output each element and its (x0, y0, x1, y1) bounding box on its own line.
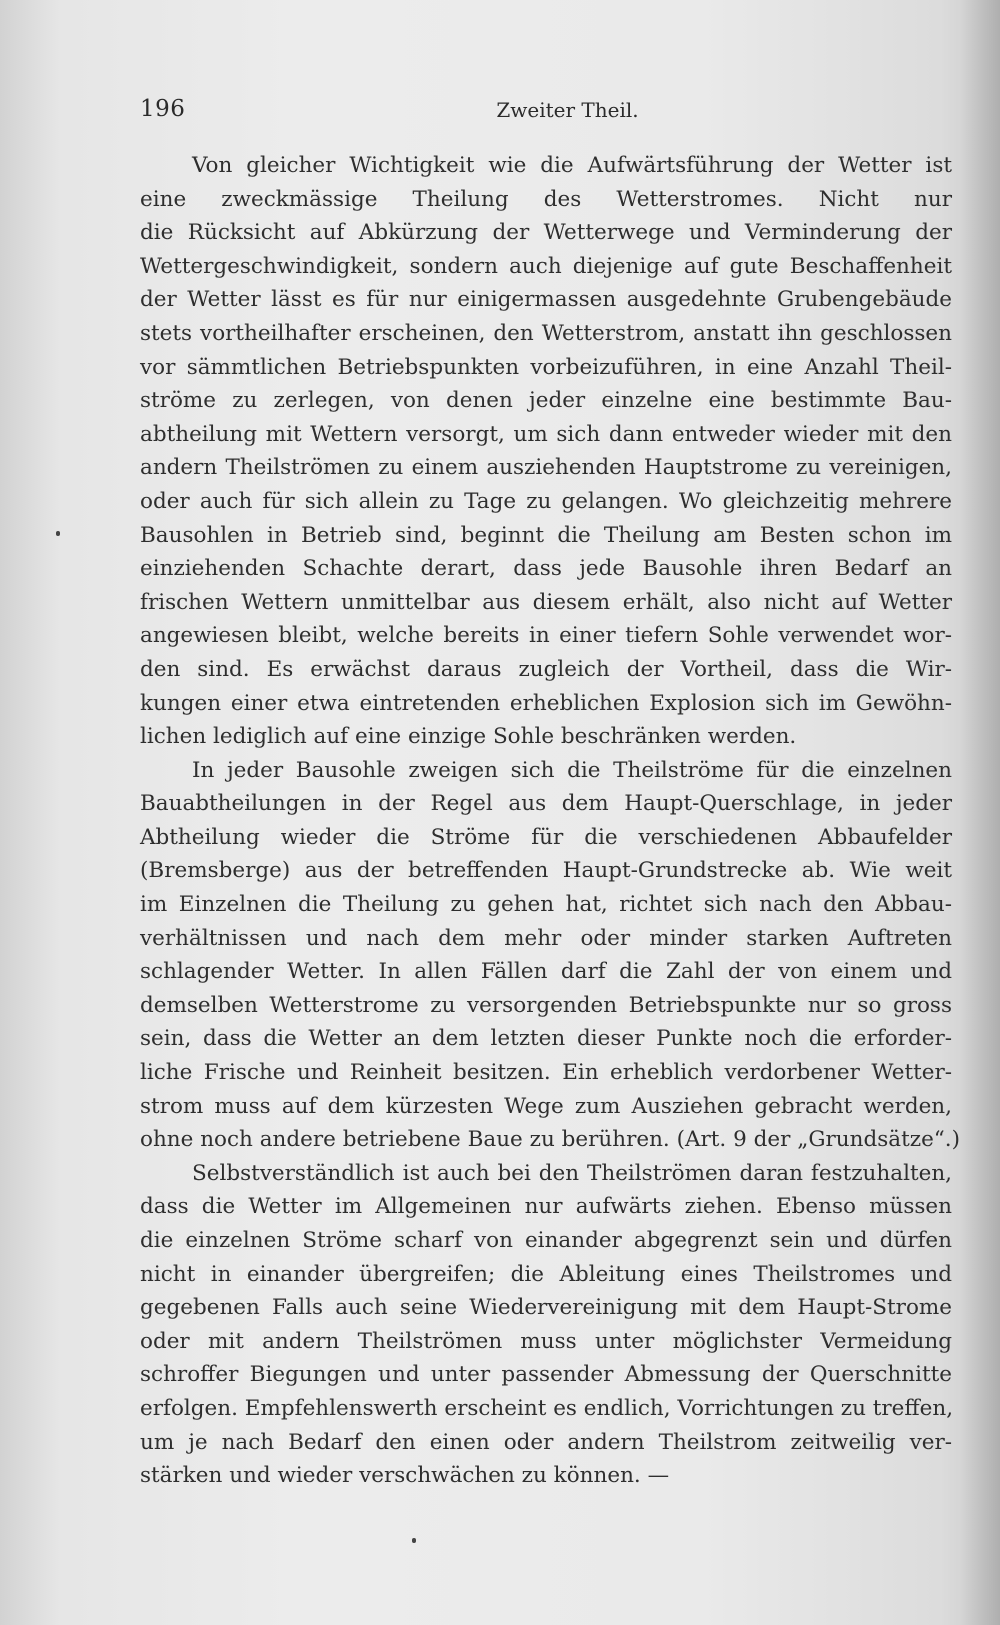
text-line: stets vortheilhafter erscheinen, den Wetterstrom, anstatt ihn geschlossen (140, 320, 952, 346)
text-line: die einzelnen Ströme scharf von einander abgegrenzt sein und dürfen (140, 1228, 952, 1253)
text-line: Von gleicher Wichtigkeit wie die Aufwärtsführung der Wetter ist (192, 153, 952, 178)
text-line: einziehenden Schachte derart, dass jede Bausohle ihren Bedarf an (140, 556, 952, 582)
text-line: nicht in einander übergreifen; die Ableitung eines Theilstromes und (140, 1261, 952, 1287)
text-line: lichen lediglich auf eine einzige Sohle beschränken werden. (140, 724, 797, 750)
text-line: oder auch für sich allein zu Tage zu gelangen. Wo gleichzeitig mehrere (140, 488, 952, 514)
text-line: vor sämmtlichen Betriebspunkten vorbeizuführen, in eine Anzahl Theil- (140, 354, 952, 380)
text-line: (Bremsberge) aus der betreffenden Haupt-Grundstrecke ab. Wie weit (140, 858, 952, 884)
text-line: verhältnissen und nach dem mehr oder minder starken Auftreten (140, 925, 952, 951)
text-line: dass die Wetter im Allgemeinen nur aufwärts ziehen. Ebenso müssen (140, 1194, 952, 1220)
text-line: Selbstverständlich ist auch bei den Theilströmen daran festzuhalten, (192, 1160, 952, 1186)
text-line: frischen Wettern unmittelbar aus diesem erhält, also nicht auf Wetter (140, 589, 952, 615)
text-line: abtheilung mit Wettern versorgt, um sich dann entweder wieder mit den (140, 421, 952, 447)
text-line: den sind. Es erwächst daraus zugleich der Vortheil, dass die Wir- (140, 656, 952, 682)
text-line: Bauabtheilungen in der Regel aus dem Haupt-Querschlage, in jeder (140, 791, 952, 817)
text-line: kungen einer etwa eintretenden erheblichen Explosion sich im Gewöhn- (140, 690, 952, 716)
text-line: im Einzelnen die Theilung zu gehen hat, richtet sich nach den Abbau- (140, 892, 952, 918)
text-line: erfolgen. Empfehlenswerth erscheint es endlich, Vorrichtungen zu treffen, (140, 1395, 954, 1421)
text-line: angewiesen bleibt, welche bereits in einer tiefern Sohle verwendet wor- (140, 623, 952, 649)
ink-speck (56, 531, 60, 536)
text-line: stärken und wieder verschwächen zu können. — (140, 1463, 670, 1489)
text-line: schlagender Wetter. In allen Fällen darf die Zahl der von einem und (140, 959, 952, 985)
text-line: sein, dass die Wetter an dem letzten dieser Punkte noch die erforder- (140, 1026, 952, 1052)
text-line: der Wetter lässt es für nur einigermassen ausgedehnte Grubengebäude (140, 287, 952, 313)
text-line: um je nach Bedarf den einen oder andern Theilstrom zeitweilig ver- (140, 1429, 952, 1455)
page-number: 196 (140, 96, 186, 122)
text-line: In jeder Bausohle zweigen sich die Theilströme für die einzelnen (192, 757, 952, 783)
ink-speck (412, 1538, 416, 1543)
text-line: andern Theilströmen zu einem ausziehenden Hauptstrome zu vereinigen, (140, 455, 952, 481)
text-line: ströme zu zerlegen, von denen jeder einzelne eine bestimmte Bau- (140, 388, 952, 414)
text-line: oder mit andern Theilströmen muss unter möglichster Vermeidung (140, 1328, 952, 1354)
text-line: Abtheilung wieder die Ströme für die verschiedenen Abbaufelder (140, 824, 952, 850)
text-line: ohne noch andere betriebene Baue zu berühren. (Art. 9 der „Grundsätze“.) (140, 1127, 961, 1153)
body-text (140, 149, 961, 1493)
text-line: schroffer Biegungen und unter passender Abmessung der Querschnitte (140, 1362, 952, 1388)
text-line: strom muss auf dem kürzesten Wege zum Ausziehen gebracht werden, (140, 1093, 952, 1119)
page-header (140, 96, 955, 130)
page-edge-shadow (960, 0, 1000, 1625)
text-line: die Rücksicht auf Abkürzung der Wetterwege und Verminderung der (140, 220, 952, 246)
running-title: Zweiter Theil. (496, 98, 639, 122)
text-line: liche Frische und Reinheit besitzen. Ein erheblich verdorbener Wetter- (140, 1060, 952, 1086)
text-line: Bausohlen in Betrieb sind, beginnt die Theilung am Besten schon im (140, 522, 952, 548)
text-line: eine zweckmässige Theilung des Wetterstromes. Nicht nur (140, 186, 952, 212)
text-line: demselben Wetterstrome zu versorgenden Betriebspunkte nur so gross (140, 992, 952, 1018)
text-line: Wettergeschwindigkeit, sondern auch diejenige auf gute Beschaffenheit (140, 253, 952, 279)
text-line: gegebenen Falls auch seine Wiedervereinigung mit dem Haupt-Strome (140, 1295, 952, 1321)
